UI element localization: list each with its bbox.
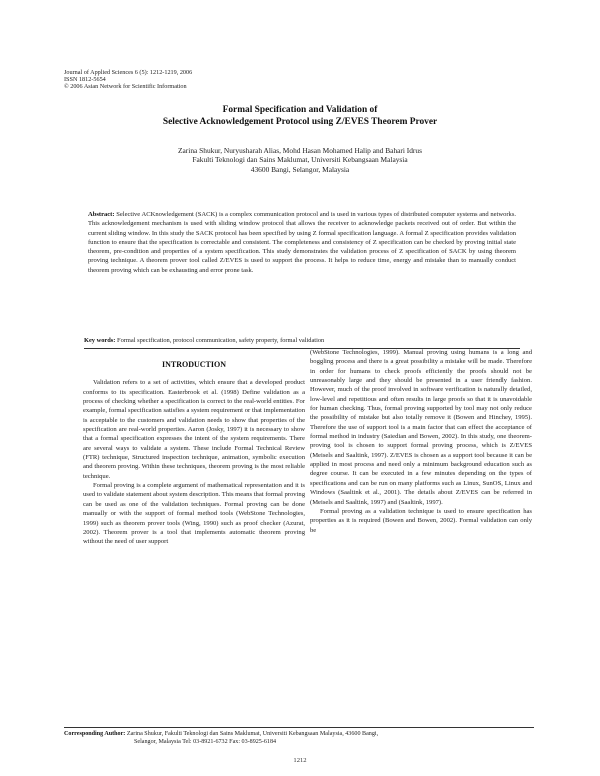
keywords-text: Formal specification, protocol communication, safety property, formal validation	[117, 337, 325, 344]
title-line-1: Formal Specification and Validation of	[222, 105, 378, 115]
footer-label: Corresponding Author:	[64, 731, 126, 737]
journal-issn: ISSN 1812-5654	[64, 76, 106, 84]
title-line-2: Selective Acknowledgement Protocol using Z/EVES Theorem Prover	[162, 116, 438, 127]
body-paragraph: Formal proving as a validation technique is used to ensure specification has properties as it is required (Bowen and Bowen, 2002). Formal validation can only be	[310, 507, 532, 534]
abstract	[88, 210, 516, 275]
abstract-text: Selective ACKnowledgement (SACK) is a complex communication protocol and is used in various types of distributed computer systems and networks. This acknowledgement mechanism is used with sliding window protocol that allows the receiver to acknowledge packets received out of order. But within the current sliding window. In this study the SACK protocol has been specified by using Z formal specification language. A formal Z specification provides validation function to ensure that the specification is correctable and consistent. The completeness and consistency of Z specification can be checked by proving initial state theorem, pre-condition and properties of a system specification. This study demonstrates the validation process of Z specification of SACK by using theorem proving technique. A theorem prover tool called Z/EVES is used to support the process. It helps to reduce time, energy and mistake than to manually conduct theorem proving which can be exhausting and error prone task.	[88, 211, 516, 274]
keywords-label: Key words:	[84, 337, 116, 344]
paper-title	[60, 105, 540, 128]
page-number: 1212	[293, 757, 307, 764]
corresponding-author-footer	[64, 727, 534, 746]
body-paragraph: (WebStone Technologies, 1999). Manual proving using humans is a long and boggling process and there is a great possibility a mistake will be made. Therefore in order for humans to check proofs efficiently the proofs should not be unreasonably large and they should be presented in a user friendly fashion. However, much of the proof involved in software verification is naturally detailed, low-level and repetitious and often results in large proofs so that it is unavoidable for human checking. Thus, formal proving supported by tool may not only reduce the possibility of mistake but also totally remove it (Bowen and Hinchey, 1995). Therefore the use of support tool is a main factor that can effect the acceptance of formal method in industry (Saiedian and Bowen, 2002). In this study, one theorem-proving tool is chosen to support formal proving process, which is Z/EVES (Meisels and Saaltink, 1997). Z/EVES is chosen as a support tool because it can be applied in most process and need only a minimum background education such as degree course. It can be executed in a few minutes depending on the types of specifications and can be run on many platforms such as Linux, SunOS, Linux and Windows (Saaltink et al., 2001). The details about Z/EVES can be referred in (Meisels and Saaltink, 1997) and (Saaltink, 1997).	[310, 349, 532, 506]
footer-line-2: Selangor, Malaysia Tel: 03-8921-6732 Fax: 03-8925-6184	[134, 739, 277, 745]
journal-copyright: © 2006 Asian Network for Scientific Information	[64, 83, 187, 91]
section-heading-introduction: INTRODUCTION	[161, 360, 226, 369]
body-paragraph: Validation refers to a set of activities, which ensure that a developed product conforms to its specification. Easterbrook et al. (1998) Define validation as a process of checking whether a specification is correct to the real-world entities. For example, formal specification satisfies a system requirement or that implementation is acceptable to the customers and validation needs to show that properties of the specification are real-world properties. Aaron (Josky, 1997) it is necessary to show that a formal specification expresses the intent of the system requirements. There are several ways to validate a system. These include Formal Technical Review (FTR) technique, Structured inspection technique, animation, symbolic execution and theorem proving. Within these techniques, theorem proving is the most reliable technique.	[83, 379, 305, 480]
footer-line-1: Zarina Shukur, Fakulti Teknologi dan Sains Maklumat, Universiti Kebangsaan Malaysia, 43600 Bangi,	[126, 731, 379, 737]
journal-header	[64, 69, 192, 91]
abstract-label: Abstract:	[88, 211, 115, 218]
body-column-right	[310, 348, 532, 535]
author-affiliation-1: Fakulti Teknologi dan Sains Maklumat, Universiti Kebangsaan Malaysia	[192, 155, 408, 165]
body-column-left	[83, 348, 305, 547]
journal-citation: Journal of Applied Sciences 6 (5): 1212-1219, 2006	[64, 69, 193, 76]
author-block	[60, 146, 540, 174]
body-paragraph: Formal proving is a complete argument of mathematical representation and it is used to validate statement about system description. This means that formal proving can be used as one of the validation techniques. Formal proving can be done manually or with the support of formal method tools (WebStone Technologies, 1999) such as theorem prover tools (Wing, 1990) such as proof checker (Azurat, 2002). Theorem prover is a tool that implements automatic theorem proving without the need of user support	[83, 482, 305, 546]
author-names: Zarina Shukur, Nuryusharah Alias, Mohd Hasan Mohamed Halip and Bahari Idrus	[178, 146, 422, 155]
author-affiliation-2: 43600 Bangi, Selangor, Malaysia	[250, 164, 350, 174]
